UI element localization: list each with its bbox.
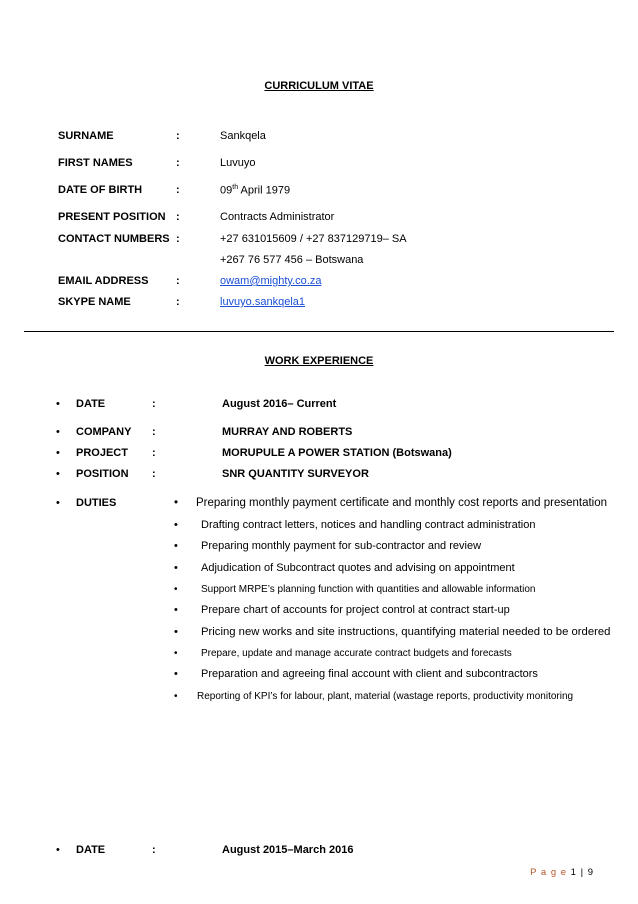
bullet-icon: •: [56, 426, 60, 438]
job1-project-colon: :: [152, 447, 156, 459]
skype-row: [58, 294, 305, 310]
skype-link[interactable]: luvuyo.sankqela1: [220, 296, 306, 308]
duty-text: Reporting of KPI’s for labour, plant, material (wastage reports, productivity monitoring: [197, 690, 574, 702]
job1-duties-label: DUTIES: [76, 497, 117, 509]
present-position-value: Contracts Administrator: [220, 211, 335, 223]
duty-text: Preparation and agreeing final account with client and subcontractors: [201, 668, 538, 680]
email-link[interactable]: owam@mighty.co.za: [220, 275, 322, 287]
bullet-icon: •: [174, 626, 178, 638]
job1-project-label: PROJECT: [76, 447, 128, 459]
job1-date-label: DATE: [76, 398, 106, 410]
duty-text: Pricing new works and site instructions, quantifying material needed to be ordered: [201, 626, 611, 638]
surname-label: SURNAME: [58, 130, 114, 142]
dob-label: DATE OF BIRTH: [58, 184, 143, 196]
skype-colon: :: [176, 296, 180, 308]
email-colon: :: [176, 275, 180, 287]
bullet-icon: •: [174, 690, 178, 702]
bullet-icon: •: [174, 540, 178, 552]
duty-text: Drafting contract letters, notices and handling contract administration: [201, 519, 536, 531]
contact-number-botswana: +267 76 577 456 – Botswana: [220, 254, 364, 266]
first-names-value: Luvuyo: [220, 157, 256, 169]
email-label: EMAIL ADDRESS: [58, 275, 149, 287]
surname-colon: :: [176, 130, 180, 142]
section-divider: [24, 331, 614, 332]
surname-value: Sankqela: [220, 130, 266, 142]
page-number: [530, 867, 594, 878]
contact-number-sa: +27 631015609 / +27 837129719– SA: [220, 233, 407, 245]
contact-numbers-row: [58, 231, 407, 247]
job2-date-colon: :: [152, 844, 156, 856]
dob-row: [58, 182, 290, 198]
job1-duties-row: [56, 495, 152, 511]
bullet-icon: •: [174, 604, 178, 616]
job1-company-label: COMPANY: [76, 426, 132, 438]
duty-item: [174, 688, 573, 704]
duty-item: [174, 645, 512, 661]
bullet-icon: •: [56, 447, 60, 459]
work-experience-title: WORK EXPERIENCE: [264, 355, 374, 367]
contact-numbers-label: CONTACT NUMBERS: [58, 233, 170, 245]
bullet-icon: •: [174, 519, 178, 531]
bullet-icon: •: [56, 398, 60, 410]
duty-item: [174, 538, 481, 554]
dob-month-year: April 1979: [238, 184, 291, 197]
present-position-label: PRESENT POSITION: [58, 211, 166, 223]
duty-text: Prepare, update and manage accurate contract budgets and forecasts: [201, 647, 512, 659]
job2-date-label: DATE: [76, 844, 106, 856]
duty-text: Support MRPE’s planning function with quantities and allowable information: [201, 583, 536, 595]
duty-item: [174, 624, 610, 640]
surname-row: [58, 128, 266, 144]
duty-item: [174, 581, 535, 597]
present-position-colon: :: [176, 211, 180, 223]
bullet-icon: •: [174, 497, 179, 509]
page-word: P a g e: [530, 867, 568, 878]
first-names-row: [58, 155, 255, 171]
job1-date-colon: :: [152, 398, 156, 410]
job1-company-value: MURRAY AND ROBERTS: [222, 426, 353, 438]
job2-date-row: [56, 842, 353, 858]
duty-text: Adjudication of Subcontract quotes and advising on appointment: [201, 562, 515, 574]
job1-project-row: [56, 445, 452, 461]
dob-day-suffix: th: [232, 183, 239, 191]
job1-date-value: August 2016– Current: [222, 398, 337, 410]
duty-item: [174, 560, 515, 576]
duty-item: [174, 495, 607, 511]
dob-value: [220, 184, 290, 197]
duty-text: Preparing monthly payment certificate and monthly cost reports and presentation: [196, 497, 608, 509]
duty-item: [174, 517, 535, 533]
bullet-icon: •: [56, 844, 60, 856]
contact-numbers-colon: :: [176, 233, 180, 245]
duty-item: [174, 602, 510, 618]
present-position-row: [58, 209, 334, 225]
bullet-icon: •: [174, 583, 178, 595]
job1-position-value: SNR QUANTITY SURVEYOR: [222, 468, 369, 480]
job1-company-row: [56, 424, 352, 440]
bullet-icon: •: [174, 647, 178, 659]
page-count: 1 | 9: [570, 867, 594, 878]
contact-numbers-row-2: [58, 252, 363, 268]
skype-label: SKYPE NAME: [58, 296, 131, 308]
email-row: [58, 273, 321, 289]
dob-colon: :: [176, 184, 180, 196]
job2-date-value: August 2015–March 2016: [222, 844, 354, 856]
job1-project-value: MORUPULE A POWER STATION (Botswana): [222, 447, 452, 459]
dob-day: 09: [220, 184, 233, 197]
first-names-label: FIRST NAMES: [58, 157, 133, 169]
first-names-colon: :: [176, 157, 180, 169]
duty-text: Prepare chart of accounts for project control at contract start-up: [201, 604, 510, 616]
job1-position-label: POSITION: [76, 468, 129, 480]
job1-position-row: [56, 466, 369, 482]
job1-date-row: [56, 396, 336, 412]
bullet-icon: •: [56, 468, 60, 480]
bullet-icon: •: [174, 668, 178, 680]
bullet-icon: •: [56, 497, 60, 509]
job1-company-colon: :: [152, 426, 156, 438]
duty-item: [174, 666, 538, 682]
duty-text: Preparing monthly payment for sub-contractor and review: [201, 540, 482, 552]
document-title: CURRICULUM VITAE: [264, 80, 374, 92]
job1-position-colon: :: [152, 468, 156, 480]
bullet-icon: •: [174, 562, 178, 574]
